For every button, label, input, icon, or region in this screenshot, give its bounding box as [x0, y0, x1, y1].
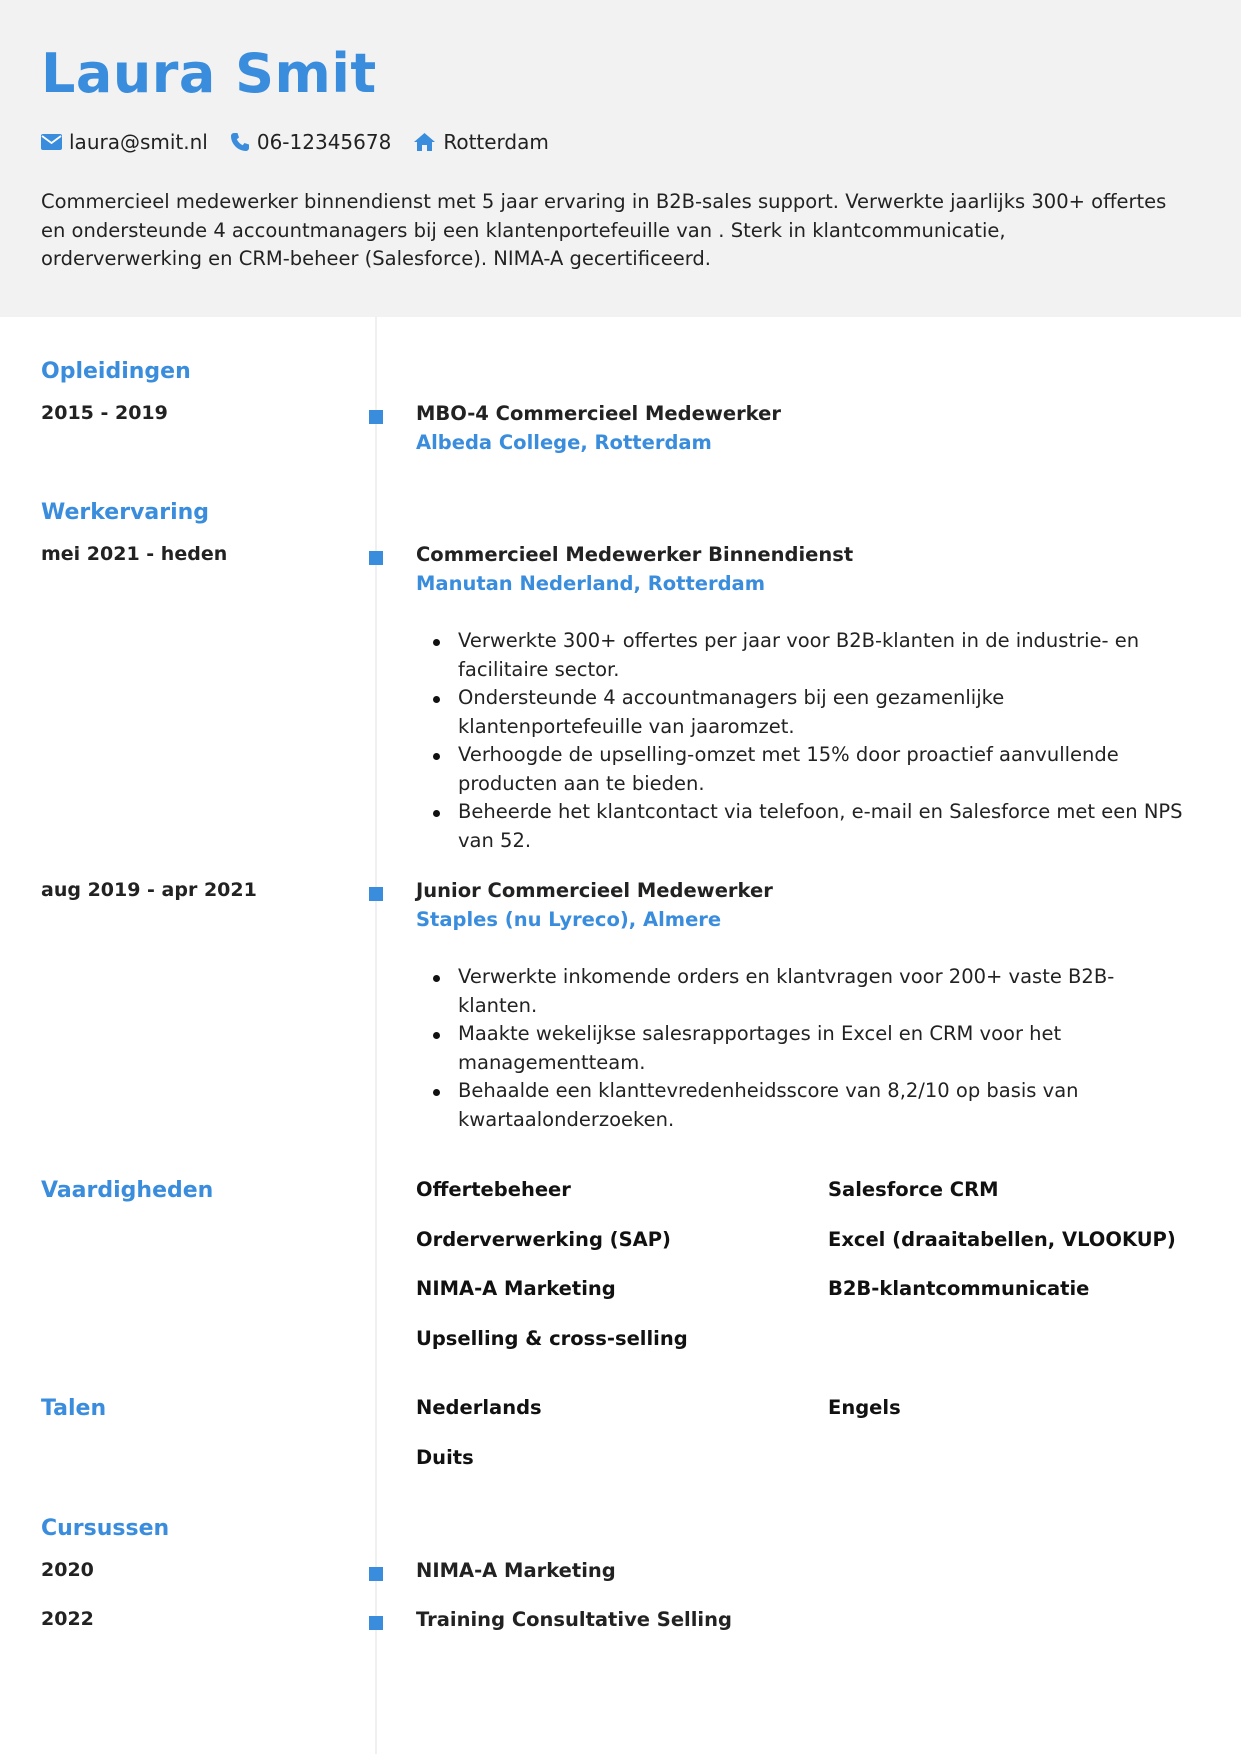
section-title-experience: Werkervaring — [41, 500, 210, 525]
course-name: NIMA-A Marketing — [416, 1559, 616, 1582]
skill-item: Excel (draaitabellen, VLOOKUP) — [828, 1228, 1176, 1251]
education-degree: MBO-4 Commercieel Medewerker — [416, 402, 781, 425]
job-title: Commercieel Medewerker Binnendienst — [416, 543, 854, 566]
contact-bar — [41, 128, 571, 156]
bullet-item: Verwerkte 300+ offertes per jaar voor B2B-klanten in de industrie- en facilitaire sector. — [430, 627, 1185, 684]
language-item: Duits — [416, 1446, 474, 1469]
skill-item: Offertebeheer — [416, 1178, 571, 1201]
skill-item: Orderverwerking (SAP) — [416, 1228, 671, 1251]
header — [0, 0, 1241, 317]
bullet-item: Verwerkte inkomende orders en klantvragen voor 200+ vaste B2B-klanten. — [430, 963, 1185, 1020]
bullet-item: Maakte wekelijkse salesrapportages in Excel en CRM voor het managementteam. — [430, 1020, 1185, 1077]
education-date: 2015 - 2019 — [41, 402, 168, 424]
course-name: Training Consultative Selling — [416, 1608, 732, 1631]
course-date: 2020 — [41, 1559, 94, 1581]
skill-item: Salesforce CRM — [828, 1178, 999, 1201]
timeline-marker — [369, 887, 383, 901]
timeline-marker — [369, 551, 383, 565]
job-achievements — [430, 627, 1185, 855]
bullet-item: Verhoogde de upselling-omzet met 15% door proactief aanvullende producten aan te bieden. — [430, 741, 1185, 798]
profile-summary: Commercieel medewerker binnendienst met 5 jaar ervaring in B2B-sales support. Verwerkte jaarlijks 300+ offertes en ondersteunde 4 accountmanagers bij een klantenportefeuille van . Sterk in klantcommunicatie, orderverwerking en CRM-beheer (Salesforce). NIMA-A gecertificeerd. — [41, 190, 1167, 270]
phone-text: 06-12345678 — [256, 130, 392, 154]
bullet-item: Beheerde het klantcontact via telefoon, e-mail en Salesforce met een NPS van 52. — [430, 798, 1185, 855]
section-title-languages: Talen — [41, 1396, 107, 1421]
home-icon — [413, 132, 436, 152]
phone-icon — [230, 132, 250, 152]
job-date: mei 2021 - heden — [41, 543, 228, 565]
timeline-divider — [375, 317, 377, 1754]
bullet-item: Ondersteunde 4 accountmanagers bij een gezamenlijke klantenportefeuille van jaaromzet. — [430, 684, 1185, 741]
course-date: 2022 — [41, 1608, 94, 1630]
skill-item: B2B-klantcommunicatie — [828, 1277, 1090, 1300]
section-title-education: Opleidingen — [41, 359, 191, 384]
timeline-marker — [369, 1616, 383, 1630]
email-text: laura@smit.nl — [69, 130, 208, 154]
timeline-marker — [369, 410, 383, 424]
job-title: Junior Commercieel Medewerker — [416, 879, 773, 902]
job-date: aug 2019 - apr 2021 — [41, 879, 257, 901]
language-item: Engels — [828, 1396, 901, 1419]
job-achievements — [430, 963, 1185, 1134]
section-title-courses: Cursussen — [41, 1516, 170, 1541]
candidate-name: Laura Smit — [41, 42, 377, 105]
skill-item: NIMA-A Marketing — [416, 1277, 616, 1300]
timeline-marker — [369, 1567, 383, 1581]
job-company: Manutan Nederland, Rotterdam — [416, 572, 766, 595]
envelope-icon — [41, 134, 62, 150]
job-company: Staples (nu Lyreco), Almere — [416, 908, 722, 931]
language-item: Nederlands — [416, 1396, 542, 1419]
city-text: Rotterdam — [443, 130, 549, 154]
section-title-skills: Vaardigheden — [41, 1178, 214, 1203]
bullet-item: Behaalde een klanttevredenheidsscore van 8,2/10 op basis van kwartaalonderzoeken. — [430, 1077, 1185, 1134]
contact-city — [413, 130, 549, 154]
education-school: Albeda College, Rotterdam — [416, 431, 712, 454]
contact-email[interactable] — [41, 130, 208, 154]
contact-phone[interactable] — [230, 130, 391, 154]
skill-item: Upselling & cross-selling — [416, 1327, 688, 1350]
